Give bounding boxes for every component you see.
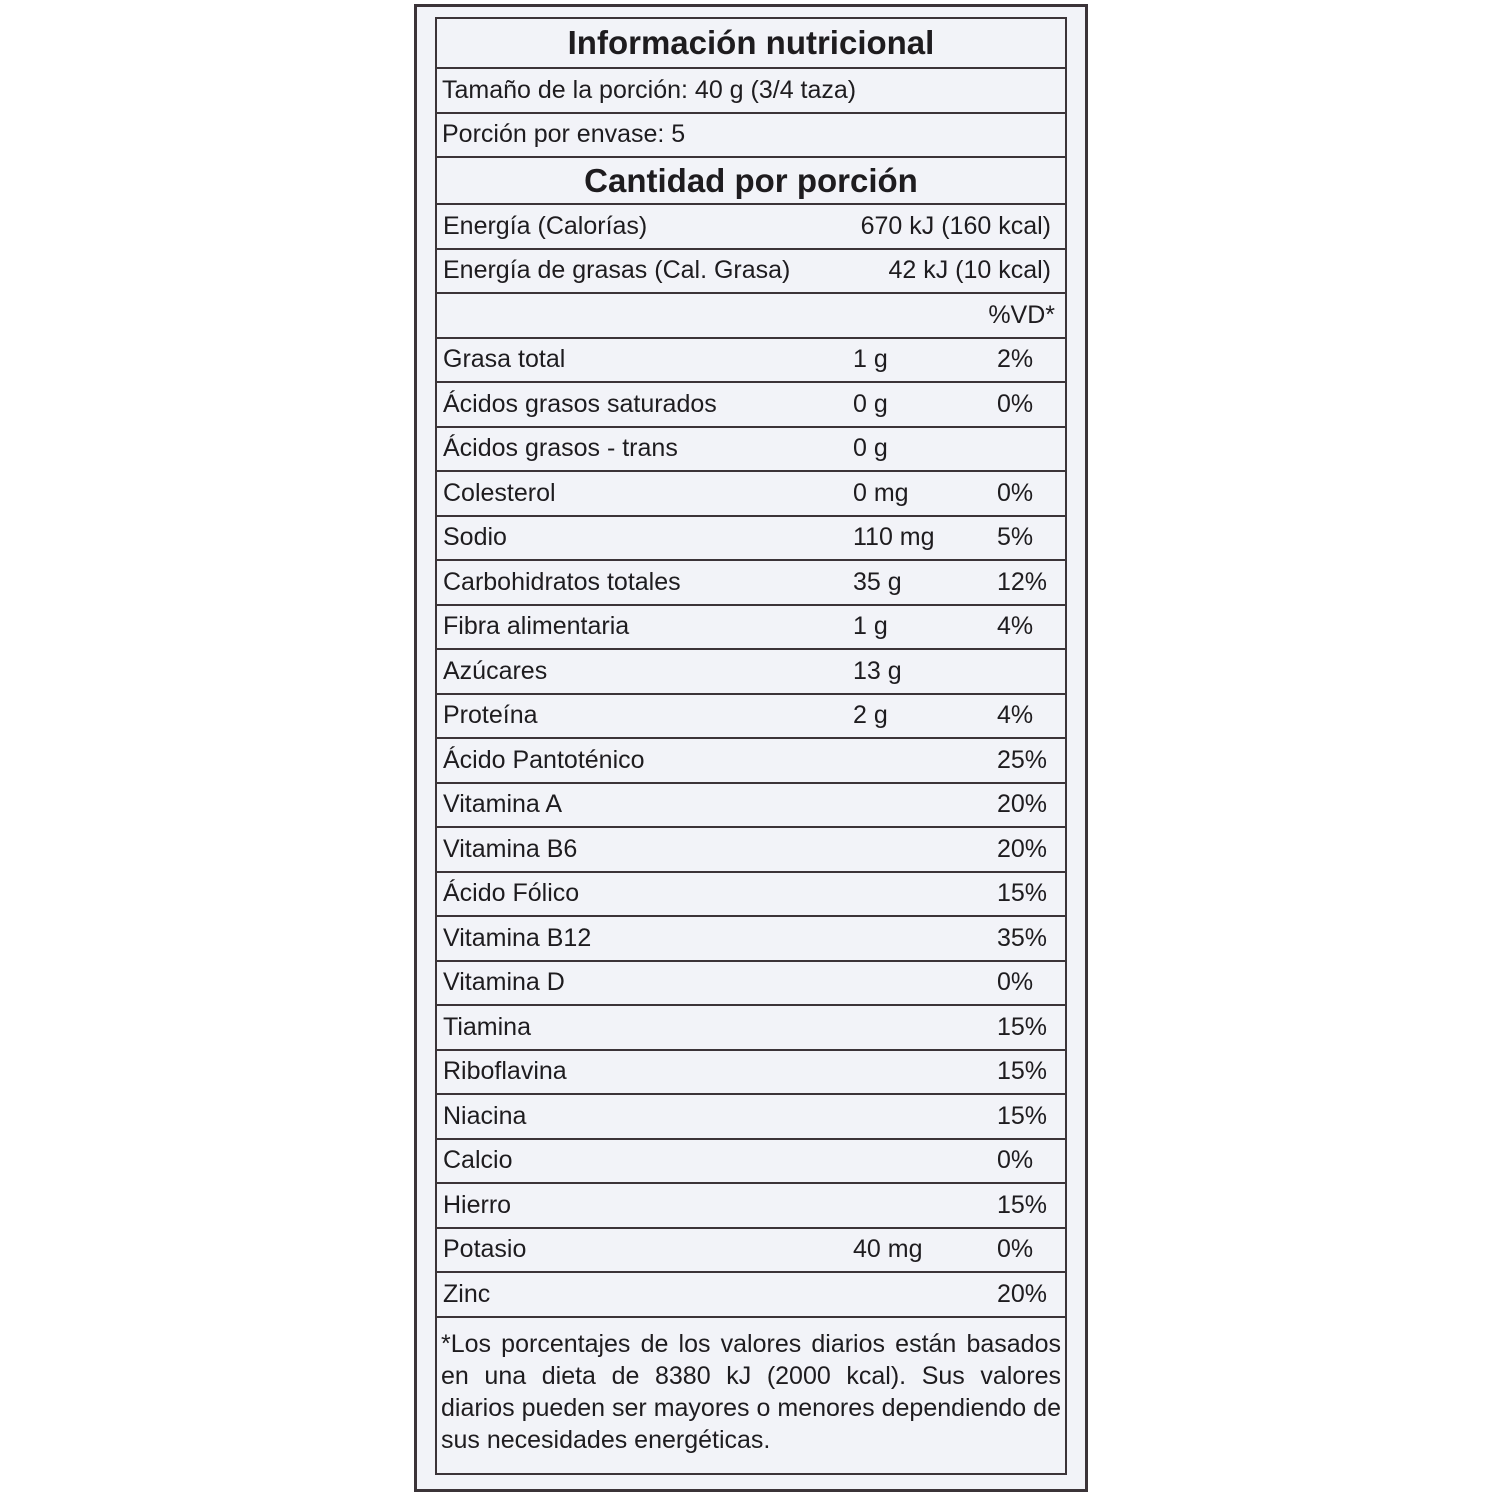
nutrient-name: Vitamina B12 xyxy=(443,923,592,952)
label-title: Información nutricional xyxy=(437,19,1065,69)
nutrient-row xyxy=(437,695,1065,740)
nutrient-row xyxy=(437,1273,1065,1318)
nutrient-row xyxy=(437,739,1065,784)
nutrient-row xyxy=(437,472,1065,517)
nutrient-name: Grasa total xyxy=(443,345,566,374)
nutrient-name: Niacina xyxy=(443,1101,527,1130)
nutrient-dv: 2% xyxy=(997,345,1034,374)
nutrient-dv: 25% xyxy=(997,745,1048,774)
nutrient-amount: 2 g xyxy=(853,701,888,730)
nutrient-name: Ácidos grasos - trans xyxy=(443,434,678,463)
nutrient-name: Ácido Fólico xyxy=(443,879,580,908)
nutrient-name: Ácido Pantoténico xyxy=(443,745,645,774)
nutrient-name: Colesterol xyxy=(443,478,556,507)
nutrient-row xyxy=(437,428,1065,473)
nutrient-row xyxy=(437,962,1065,1007)
nutrient-row xyxy=(437,1051,1065,1096)
nutrient-row xyxy=(437,383,1065,428)
nutrient-name: Zinc xyxy=(443,1279,491,1308)
nutrient-dv: 35% xyxy=(997,923,1048,952)
nutrient-name: Azúcares xyxy=(443,656,548,685)
nutrient-amount: 0 mg xyxy=(853,478,909,507)
nutrient-row xyxy=(437,917,1065,962)
nutrient-amount: 1 g xyxy=(853,345,888,374)
nutrient-dv: 4% xyxy=(997,612,1034,641)
footnote: *Los porcentajes de los valores diarios están basados en una dieta de 8380 kJ (2000 kcal). Sus valores diarios pueden ser mayores o menores dependiendo de sus necesidades energéticas. xyxy=(441,1329,1061,1454)
fat-energy-label: Energía de grasas (Cal. Grasa) xyxy=(443,256,791,285)
nutrient-dv: 15% xyxy=(997,1012,1048,1041)
nutrient-row xyxy=(437,517,1065,562)
nutrient-row xyxy=(437,561,1065,606)
dv-header-row xyxy=(437,294,1065,339)
nutrient-amount: 40 mg xyxy=(853,1235,923,1264)
nutrient-row xyxy=(437,784,1065,829)
dv-header: %VD* xyxy=(988,300,1055,329)
nutrient-name: Ácidos grasos saturados xyxy=(443,389,717,418)
nutrient-amount: 1 g xyxy=(853,612,888,641)
nutrient-name: Fibra alimentaria xyxy=(443,612,630,641)
nutrient-dv: 15% xyxy=(997,1101,1048,1130)
nutrient-row xyxy=(437,1140,1065,1185)
nutrient-name: Potasio xyxy=(443,1235,527,1264)
nutrient-dv: 0% xyxy=(997,478,1034,507)
fat-energy-row xyxy=(437,250,1065,295)
nutrient-amount: 0 g xyxy=(853,434,888,463)
nutrient-name: Hierro xyxy=(443,1190,512,1219)
nutrient-dv: 0% xyxy=(997,1146,1034,1175)
energy-label: Energía (Calorías) xyxy=(443,211,648,240)
nutrient-amount: 13 g xyxy=(853,656,902,685)
nutrient-dv: 0% xyxy=(997,389,1034,418)
nutrient-row xyxy=(437,828,1065,873)
nutrient-name: Vitamina B6 xyxy=(443,834,578,863)
nutrient-amount: 35 g xyxy=(853,567,902,596)
nutrient-name: Vitamina A xyxy=(443,790,563,819)
nutrient-dv: 5% xyxy=(997,523,1034,552)
nutrient-name: Tiamina xyxy=(443,1012,531,1041)
nutrient-name: Riboflavina xyxy=(443,1057,567,1086)
nutrient-dv: 4% xyxy=(997,701,1034,730)
nutrient-row xyxy=(437,1229,1065,1274)
nutrient-row xyxy=(437,606,1065,651)
nutrient-name: Proteína xyxy=(443,701,538,730)
nutrient-dv: 15% xyxy=(997,1190,1048,1219)
nutrient-dv: 0% xyxy=(997,1235,1034,1264)
nutrition-table xyxy=(435,17,1067,1475)
servings-per-container: Porción por envase: 5 xyxy=(437,114,1065,159)
nutrient-row xyxy=(437,873,1065,918)
nutrient-list xyxy=(437,339,1065,1318)
nutrient-dv: 20% xyxy=(997,834,1048,863)
nutrient-name: Vitamina D xyxy=(443,968,565,997)
nutrient-dv: 0% xyxy=(997,968,1034,997)
energy-row xyxy=(437,205,1065,250)
nutrient-dv: 15% xyxy=(997,1057,1048,1086)
nutrient-amount: 110 mg xyxy=(853,523,935,552)
nutrient-row xyxy=(437,1006,1065,1051)
amount-per-serving-heading: Cantidad por porción xyxy=(437,158,1065,205)
energy-value: 670 kJ (160 kcal) xyxy=(860,211,1051,240)
nutrition-label xyxy=(414,4,1088,1492)
nutrient-row xyxy=(437,650,1065,695)
nutrient-dv: 20% xyxy=(997,1279,1048,1308)
nutrient-row xyxy=(437,1184,1065,1229)
nutrient-dv: 12% xyxy=(997,567,1048,596)
nutrient-name: Sodio xyxy=(443,523,507,552)
nutrient-name: Calcio xyxy=(443,1146,513,1175)
nutrient-dv: 15% xyxy=(997,879,1048,908)
nutrient-name: Carbohidratos totales xyxy=(443,567,681,596)
nutrient-amount: 0 g xyxy=(853,389,888,418)
nutrient-row xyxy=(437,1095,1065,1140)
nutrient-dv: 20% xyxy=(997,790,1048,819)
nutrient-row xyxy=(437,339,1065,384)
fat-energy-value: 42 kJ (10 kcal) xyxy=(888,256,1051,285)
serving-size: Tamaño de la porción: 40 g (3/4 taza) xyxy=(437,69,1065,114)
